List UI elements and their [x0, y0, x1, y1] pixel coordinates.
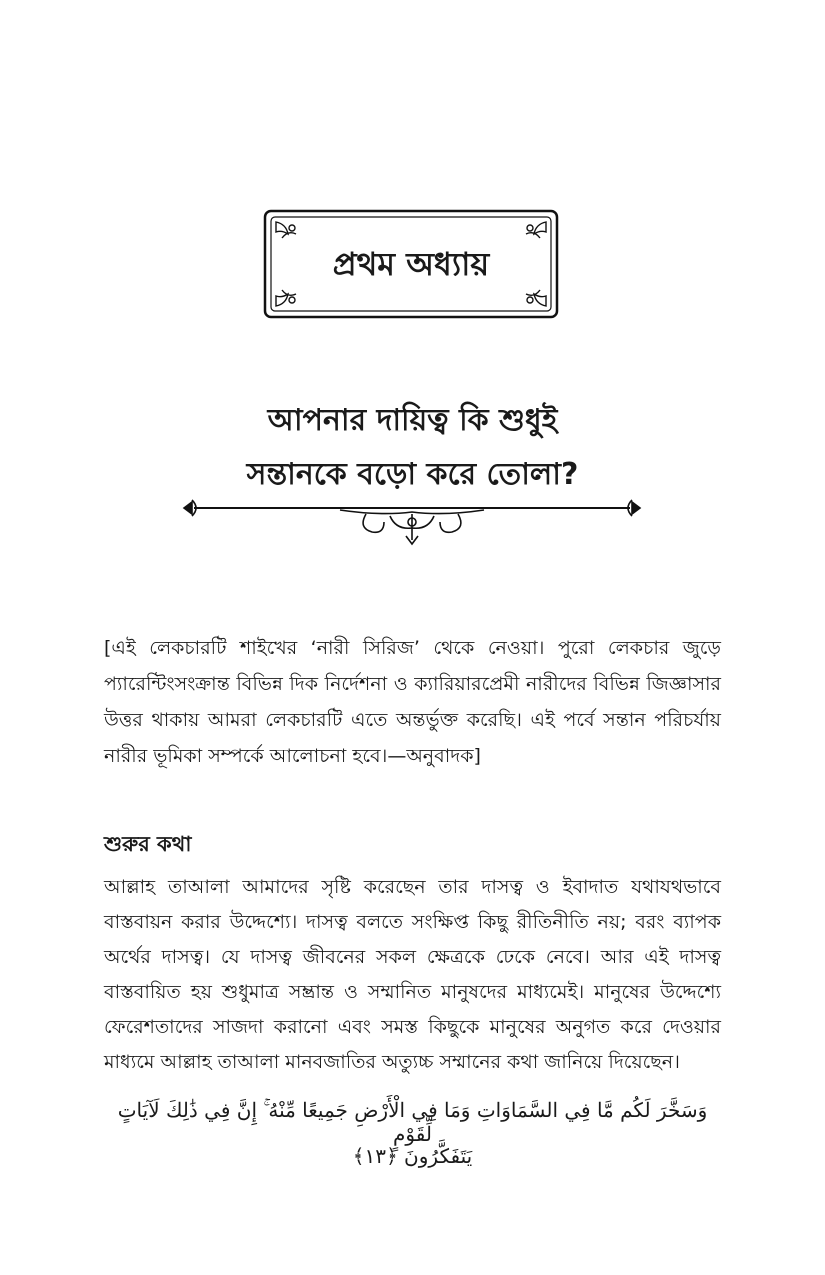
ornamental-divider-icon — [180, 492, 644, 548]
page-title-line-2: সন্তানকে বড়ো করে তোলা? — [246, 457, 579, 492]
quran-verse-line-2: يَتَفَكَّرُونَ ﴿١٣﴾ — [352, 1144, 473, 1168]
intro-paragraph: [এই লেকচারটি শাইখের ‘নারী সিরিজ’ থেকে নেওয়া। পুরো লেকচার জুড়ে প্যারেন্টিংসংক্রান্ত বিভিন্ন দিক নির্দেশনা ও ক্যারিয়ারপ্রেমী নারীদের বিভিন্ন জিজ্ঞাসার উত্তর থাকায় আমরা লেকচারটি এতে অন্তর্ভুক্ত করেছি। এই পর্বে সন্তান পরিচর্যায় নারীর ভূমিকা সম্পর্কে আলোচনা হবে।—অনুবাদক] — [104, 637, 721, 767]
quran-verse-line-1: وَسَخَّرَ لَكُم مَّا فِي السَّمَاوَاتِ وَمَا فِي الْأَرْضِ جَمِيعًا مِّنْهُ ۚ إِنَّ فِي ذَٰلِكَ لَآيَاتٍ لِّقَوْمٍ — [117, 1098, 708, 1146]
chapter-frame — [262, 208, 560, 320]
body-paragraph: আল্লাহ তাআলা আমাদের সৃষ্টি করেছেন তার দাসত্ব ও ইবাদাত যথাযথভাবে বাস্তবায়ন করার উদ্দেশ্যে। দাসত্ব বলতে সংক্ষিপ্ত কিছু রীতিনীতি নয়; বরং ব্যাপক অর্থের দাসত্ব। যে দাসত্ব জীবনের সকল ক্ষেত্রকে ঢেকে নেবে। আর এই দাসত্ব বাস্তবায়িত হয় শুধুমাত্র সম্ভ্রান্ত ও সম্মানিত মানুষদের মাধ্যমেই। মানুষের উদ্দেশ্যে ফেরেশতাদের সাজদা করানো এবং সমস্ত কিছুকে মানুষের অনুগত করে দেওয়ার মাধ্যমে আল্লাহ তাআলা মানবজাতির অত্যুচ্চ সম্মানের কথা জানিয়ে দিয়েছেন। — [104, 876, 721, 1073]
chapter-label: প্রথম অধ্যায় — [332, 245, 490, 283]
page-title-line-1: আপনার দায়িত্ব কি শুধুই — [267, 403, 558, 438]
section-heading: শুরুর কথা — [104, 832, 192, 856]
